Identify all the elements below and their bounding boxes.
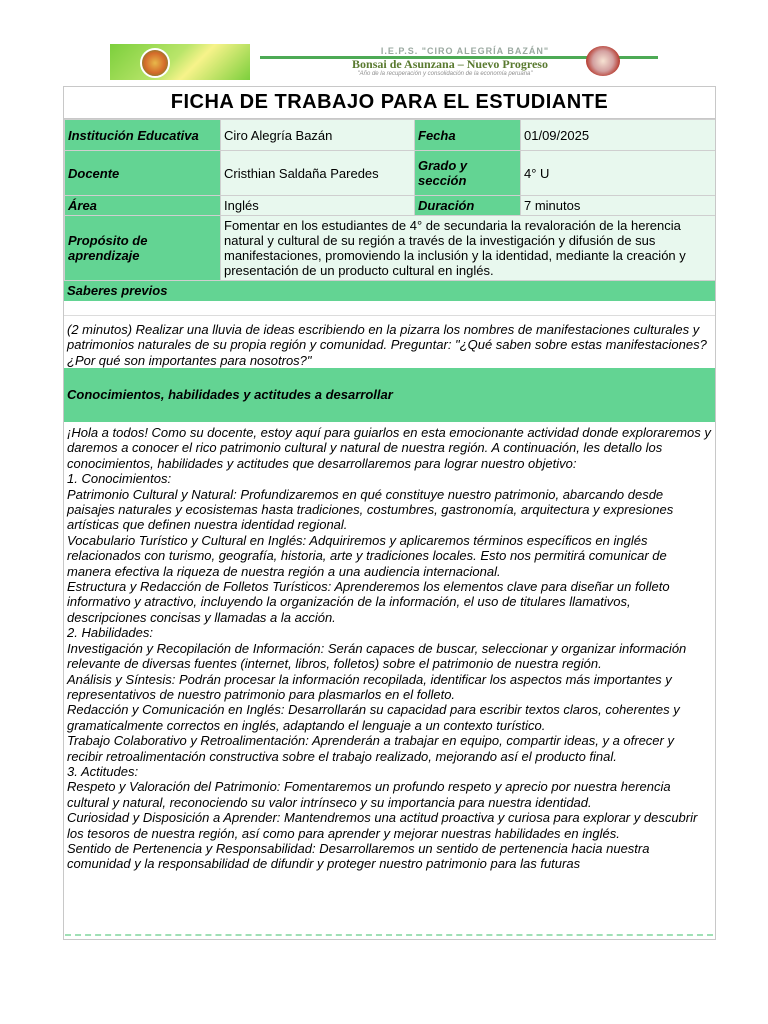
list-item: Curiosidad y Disposición a Aprender: Mantendremos una actitud proactiva y curiosa para explorar y descubrir los tesoros de nuestra región, así como para aprender y mejorar nuestras habilidades en inglés. [67,810,698,841]
table-row [65,216,716,281]
grado-label: Grado y sección [415,151,521,196]
school-flag-logo [110,44,250,80]
fecha-label: Fecha [415,120,521,151]
list-item: Análisis y Síntesis: Podrán procesar la información recopilada, identificar los aspectos más importantes y representativos de nuestro patrimonio para plasmarlos en el folleto. [67,671,672,702]
institucion-label: Institución Educativa [65,120,221,151]
worksheet [63,86,716,940]
header-tagline: "Año de la recuperación y consolidación de la economía peruana" [357,71,533,77]
list-item: Trabajo Colaborativo y Retroalimentación: Aprenderán a trabajar en equipo, compartir ideas, y a ofrecer y recibir retroalimentación constructiva sobre el trabajo realizado, mejorando así el producto final. [67,733,674,764]
duracion-value: 7 minutos [521,196,716,216]
section-heading: 2. Habilidades: [67,625,153,641]
section-heading: 3. Actitudes: [67,763,139,779]
area-label: Área [65,196,221,216]
spacer-row [64,301,715,316]
list-item: Patrimonio Cultural y Natural: Profundizaremos en qué constituye nuestro patrimonio, abarcando desde paisajes naturales y ecosistemas hasta tradiciones, costumbres, gastronomía, arquitectura y expresiones artísticas que definen nuestra identidad regional. [67,486,674,533]
table-row [65,196,716,216]
area-value: Inglés [221,196,415,216]
proposito-value: Fomentar en los estudiantes de 4° de secundaria la revaloración de la herencia natural y cultural de su región a través de la investigación y difusión de sus manifestaciones, promoviendo la inclusión y la identidad, mediante la creación y presentación de un producto cultural en inglés. [221,216,716,281]
list-item: Vocabulario Turístico y Cultural en Inglés: Adquiriremos y aplicaremos términos específicos en inglés relacionados con turismo, geografía, historia, arte y tradiciones locales. Esto nos permitirá comunicar de manera efectiva la riqueza de nuestra región a una audiencia internacional. [67,532,667,579]
docente-label: Docente [65,151,221,196]
list-item: Estructura y Redacción de Folletos Turísticos: Aprenderemos los elementos clave para diseñar un folleto informativo y atractivo, incluyendo la organización de la información, el uso de titulares llamativos, descripciones concisas y llamadas a la acción. [67,579,670,625]
list-item: Sentido de Pertenencia y Responsabilidad: Desarrollaremos un sentido de pertenencia hacia nuestra comunidad y la responsabilidad de difundir y proteger nuestro patrimonio para las futuras [67,840,650,872]
list-item: Respeto y Valoración del Patrimonio: Fomentaremos un profundo respeto y aprecio por nuestra herencia cultural y natural, reconociendo su valor intrínseco y su importancia para nuestra identidad. [67,779,671,810]
school-name: I.E.P.S. "CIRO ALEGRÍA BAZÁN" [380,46,550,56]
page-bottom-divider [65,934,713,936]
grado-value: 4° U [521,151,716,196]
list-item: Investigación y Recopilación de Información: Serán capaces de buscar, seleccionar y organizar información relevante de diversas fuentes (internet, libros, folletos) sobre el patrimonio de nuestra región. [67,640,687,672]
proposito-label: Propósito de aprendizaje [65,216,221,281]
info-table [64,119,716,281]
page-title: FICHA DE TRABAJO PARA EL ESTUDIANTE [64,87,715,119]
docente-value: Cristhian Saldaña Paredes [221,151,415,196]
fecha-value: 01/09/2025 [521,120,716,151]
institucion-value: Ciro Alegría Bazán [221,120,415,151]
saberes-previos-text: (2 minutos) Realizar una lluvia de ideas escribiendo en la pizarra los nombres de manifestaciones culturales y patrimonios naturales de su propia región y comunidad. Preguntar: "¿Qué saben sobre estas manifestaciones? ¿Por qué son importantes para nosotros?" [67,322,707,368]
duracion-label: Duración [415,196,521,216]
conocimientos-heading: Conocimientos, habilidades y actitudes a desarrollar [64,368,715,422]
conocimientos-text [64,422,715,872]
emblem-logo [586,46,620,76]
intro-paragraph: ¡Hola a todos! Como su docente, estoy aquí para guiarlos en esta emocionante actividad donde exploraremos y daremos a conocer el rico patrimonio cultural y natural de nuestra región. A continuación, les detallo los conocimientos, habilidades y actitudes que desarrollaremos para lograr nuestro objetivo: [67,425,711,471]
section-heading: 1. Conocimientos: [67,471,172,487]
table-row [65,151,716,196]
table-row [65,120,716,151]
school-motto: Bonsai de Asunzana – Nuevo Progreso [352,57,548,71]
header-banner [110,42,658,82]
school-seal-icon [140,48,170,78]
list-item: Redacción y Comunicación en Inglés: Desarrollarán su capacidad para escribir textos claros, coherentes y gramaticalmente correctos en inglés, adaptando el lenguaje a un contexto turístico. [67,702,680,733]
saberes-previos-heading: Saberes previos [64,281,715,301]
